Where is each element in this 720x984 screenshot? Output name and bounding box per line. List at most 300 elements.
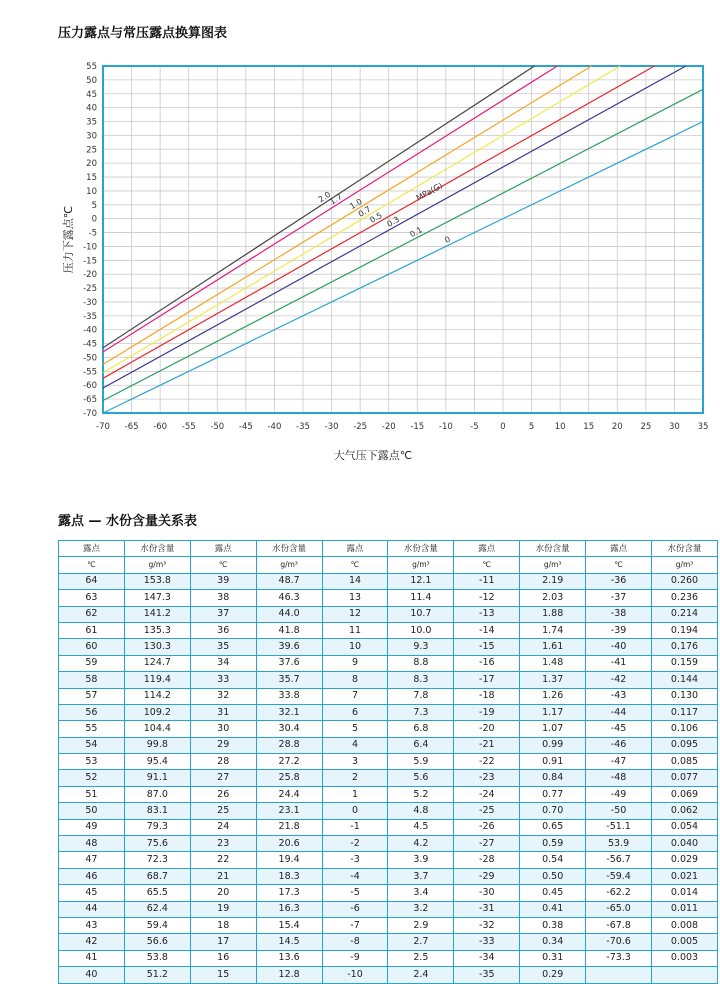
table-row [59, 622, 718, 638]
dew-point-conversion-chart [0, 50, 720, 470]
x-axis-label: 大气压下露点℃ [333, 449, 413, 462]
cell-moisture-content: 65.5 [124, 885, 190, 901]
unit-grams-per-cubic-meter: g/m³ [256, 557, 322, 573]
cell-moisture-content: 0.003 [652, 950, 718, 966]
cell-dew-point: 37 [190, 606, 256, 622]
cell-moisture-content: 0.029 [652, 852, 718, 868]
y-tick-label: -70 [83, 409, 97, 419]
cell-moisture-content: 5.2 [388, 786, 454, 802]
unit-celsius: ℃ [59, 557, 125, 573]
cell-moisture-content: 10.7 [388, 606, 454, 622]
cell-dew-point: 9 [322, 655, 388, 671]
cell-dew-point: 24 [190, 819, 256, 835]
cell-dew-point: -13 [454, 606, 520, 622]
cell-moisture-content: 83.1 [124, 803, 190, 819]
cell-dew-point: 58 [59, 672, 125, 688]
y-tick-label: 5 [91, 200, 97, 211]
cell-moisture-content: 20.6 [256, 836, 322, 852]
cell-dew-point: 36 [190, 622, 256, 638]
table-row [59, 655, 718, 671]
cell-dew-point: 18 [190, 917, 256, 933]
cell-dew-point: 20 [190, 885, 256, 901]
cell-moisture-content: 79.3 [124, 819, 190, 835]
cell-dew-point: 34 [190, 655, 256, 671]
x-tick-label: 20 [611, 422, 623, 432]
cell-dew-point: -20 [454, 721, 520, 737]
cell-dew-point: -16 [454, 655, 520, 671]
series-line-0-7 [103, 66, 620, 373]
y-axis-label: 压力下露点℃ [62, 205, 75, 274]
header-dew-point: 露点 [322, 541, 388, 557]
table-row [59, 688, 718, 704]
cell-moisture-content: 2.7 [388, 934, 454, 950]
cell-dew-point: 31 [190, 704, 256, 720]
series-line-0 [103, 122, 703, 413]
cell-dew-point: 13 [322, 590, 388, 606]
table-title: 露点 — 水份含量关系表 [58, 514, 198, 529]
cell-dew-point: -9 [322, 950, 388, 966]
cell-dew-point: -7 [322, 917, 388, 933]
cell-dew-point: 60 [59, 639, 125, 655]
cell-dew-point: 46 [59, 868, 125, 884]
table-row [59, 704, 718, 720]
cell-moisture-content: 6.4 [388, 737, 454, 753]
cell-dew-point: -18 [454, 688, 520, 704]
plot-frame [103, 66, 703, 413]
cell-dew-point: 53.9 [586, 836, 652, 852]
cell-dew-point: 23 [190, 836, 256, 852]
dew-point-moisture-table-wrap [58, 540, 718, 984]
cell-dew-point: 17 [190, 934, 256, 950]
cell-moisture-content: 0.99 [520, 737, 586, 753]
cell-moisture-content: 153.8 [124, 573, 190, 589]
x-tick-label: -5 [470, 422, 479, 432]
cell-moisture-content: 7.3 [388, 704, 454, 720]
cell-dew-point: 50 [59, 803, 125, 819]
cell-dew-point [586, 967, 652, 983]
cell-moisture-content: 35.7 [256, 672, 322, 688]
series-line-1-7 [103, 66, 557, 352]
cell-moisture-content: 0.144 [652, 672, 718, 688]
cell-dew-point: 33 [190, 672, 256, 688]
cell-moisture-content: 9.3 [388, 639, 454, 655]
cell-dew-point: -51.1 [586, 819, 652, 835]
table-row [59, 721, 718, 737]
table-row [59, 606, 718, 622]
table-row [59, 836, 718, 852]
cell-dew-point: 59 [59, 655, 125, 671]
cell-dew-point: -31 [454, 901, 520, 917]
cell-moisture-content: 12.8 [256, 967, 322, 983]
cell-moisture-content: 0.040 [652, 836, 718, 852]
cell-moisture-content: 2.5 [388, 950, 454, 966]
header-moisture-content: 水份含量 [388, 541, 454, 557]
cell-dew-point: -41 [586, 655, 652, 671]
cell-dew-point: 11 [322, 622, 388, 638]
series-label-0-3: 0.3 [385, 214, 401, 229]
cell-dew-point: 27 [190, 770, 256, 786]
cell-dew-point: 54 [59, 737, 125, 753]
chart-series-labels [317, 190, 452, 245]
y-tick-label: 45 [86, 89, 97, 100]
cell-dew-point: 29 [190, 737, 256, 753]
cell-dew-point: -17 [454, 672, 520, 688]
cell-dew-point: -34 [454, 950, 520, 966]
series-label-0: 0 [443, 234, 452, 245]
cell-moisture-content: 0.54 [520, 852, 586, 868]
cell-moisture-content: 4.2 [388, 836, 454, 852]
cell-dew-point: 62 [59, 606, 125, 622]
cell-moisture-content: 59.4 [124, 917, 190, 933]
cell-moisture-content: 30.4 [256, 721, 322, 737]
y-tick-label: 0 [91, 214, 97, 225]
cell-dew-point: -30 [454, 885, 520, 901]
cell-moisture-content: 32.1 [256, 704, 322, 720]
cell-dew-point: 4 [322, 737, 388, 753]
series-label-0-1: 0.1 [408, 225, 424, 240]
cell-dew-point: 22 [190, 852, 256, 868]
cell-moisture-content: 0.45 [520, 885, 586, 901]
cell-dew-point: -1 [322, 819, 388, 835]
cell-dew-point: 21 [190, 868, 256, 884]
cell-moisture-content: 8.8 [388, 655, 454, 671]
x-tick-label: 15 [583, 422, 595, 432]
y-tick-label: -10 [83, 242, 97, 253]
cell-moisture-content: 0.106 [652, 721, 718, 737]
cell-dew-point: -29 [454, 868, 520, 884]
cell-moisture-content: 0.117 [652, 704, 718, 720]
cell-moisture-content: 0.38 [520, 917, 586, 933]
cell-moisture-content: 0.130 [652, 688, 718, 704]
table-units-row [59, 557, 718, 573]
y-tick-label: -25 [83, 284, 97, 295]
y-tick-label: 10 [86, 186, 97, 197]
cell-dew-point: -2 [322, 836, 388, 852]
cell-moisture-content: 23.1 [256, 803, 322, 819]
cell-dew-point: -26 [454, 819, 520, 835]
cell-dew-point: -49 [586, 786, 652, 802]
cell-moisture-content: 0.077 [652, 770, 718, 786]
y-tick-label: -45 [83, 339, 97, 350]
cell-moisture-content: 0.054 [652, 819, 718, 835]
cell-moisture-content: 28.8 [256, 737, 322, 753]
cell-dew-point: 61 [59, 622, 125, 638]
x-tick-label: -60 [153, 422, 168, 432]
table-header-row [59, 541, 718, 557]
cell-moisture-content: 0.214 [652, 606, 718, 622]
cell-dew-point: -38 [586, 606, 652, 622]
cell-dew-point: -47 [586, 754, 652, 770]
cell-moisture-content: 95.4 [124, 754, 190, 770]
x-tick-label: -55 [181, 422, 196, 432]
x-tick-label: 10 [554, 422, 566, 432]
cell-dew-point: 44 [59, 901, 125, 917]
cell-moisture-content: 14.5 [256, 934, 322, 950]
cell-moisture-content: 0.29 [520, 967, 586, 983]
cell-moisture-content: 0.50 [520, 868, 586, 884]
cell-dew-point: -21 [454, 737, 520, 753]
cell-dew-point: 16 [190, 950, 256, 966]
cell-moisture-content: 91.1 [124, 770, 190, 786]
cell-dew-point: 12 [322, 606, 388, 622]
cell-dew-point: 25 [190, 803, 256, 819]
cell-moisture-content: 2.9 [388, 917, 454, 933]
cell-dew-point: 47 [59, 852, 125, 868]
cell-moisture-content: 53.8 [124, 950, 190, 966]
cell-moisture-content: 0.34 [520, 934, 586, 950]
cell-dew-point: -19 [454, 704, 520, 720]
header-moisture-content: 水份含量 [652, 541, 718, 557]
cell-dew-point: -12 [454, 590, 520, 606]
cell-moisture-content: 0.84 [520, 770, 586, 786]
cell-dew-point: 32 [190, 688, 256, 704]
y-tick-label: -5 [88, 228, 97, 239]
cell-dew-point: 48 [59, 836, 125, 852]
cell-dew-point: -39 [586, 622, 652, 638]
cell-dew-point: 51 [59, 786, 125, 802]
cell-moisture-content: 0.005 [652, 934, 718, 950]
table-row [59, 573, 718, 589]
unit-grams-per-cubic-meter: g/m³ [520, 557, 586, 573]
x-tick-label: -50 [210, 422, 225, 432]
cell-moisture-content: 27.2 [256, 754, 322, 770]
cell-moisture-content: 8.3 [388, 672, 454, 688]
chart-series [103, 66, 703, 413]
cell-dew-point: 57 [59, 688, 125, 704]
unit-celsius: ℃ [586, 557, 652, 573]
cell-moisture-content: 7.8 [388, 688, 454, 704]
series-label-0-7: 0.7 [356, 204, 373, 219]
y-tick-label: -15 [83, 256, 97, 267]
cell-moisture-content: 141.2 [124, 606, 190, 622]
header-dew-point: 露点 [454, 541, 520, 557]
table-row [59, 737, 718, 753]
cell-dew-point: 45 [59, 885, 125, 901]
cell-dew-point: -25 [454, 803, 520, 819]
header-moisture-content: 水份含量 [124, 541, 190, 557]
cell-dew-point: -5 [322, 885, 388, 901]
x-tick-label: 5 [528, 422, 535, 432]
cell-moisture-content: 3.7 [388, 868, 454, 884]
cell-moisture-content: 0.008 [652, 917, 718, 933]
cell-moisture-content: 2.03 [520, 590, 586, 606]
table-row [59, 967, 718, 983]
cell-moisture-content: 0.062 [652, 803, 718, 819]
cell-dew-point: 35 [190, 639, 256, 655]
cell-moisture-content: 12.1 [388, 573, 454, 589]
cell-moisture-content: 0.011 [652, 901, 718, 917]
table-row [59, 852, 718, 868]
cell-dew-point: 49 [59, 819, 125, 835]
cell-moisture-content: 0.77 [520, 786, 586, 802]
cell-moisture-content: 51.2 [124, 967, 190, 983]
cell-moisture-content: 0.194 [652, 622, 718, 638]
cell-moisture-content: 25.8 [256, 770, 322, 786]
cell-dew-point: 6 [322, 704, 388, 720]
cell-moisture-content: 130.3 [124, 639, 190, 655]
series-label-2-0: 2.0 [316, 189, 333, 205]
cell-dew-point: 63 [59, 590, 125, 606]
header-dew-point: 露点 [59, 541, 125, 557]
cell-moisture-content: 1.17 [520, 704, 586, 720]
cell-dew-point: -42 [586, 672, 652, 688]
cell-moisture-content: 124.7 [124, 655, 190, 671]
cell-dew-point: 43 [59, 917, 125, 933]
cell-dew-point: -43 [586, 688, 652, 704]
cell-dew-point: -24 [454, 786, 520, 802]
y-tick-label: 15 [86, 173, 97, 184]
series-label-1-7: 1.7 [328, 192, 344, 207]
cell-moisture-content: 41.8 [256, 622, 322, 638]
x-tick-label: 30 [669, 422, 680, 432]
chart-grid [103, 66, 703, 413]
cell-moisture-content: 0.31 [520, 950, 586, 966]
cell-moisture-content: 0.085 [652, 754, 718, 770]
unit-grams-per-cubic-meter: g/m³ [388, 557, 454, 573]
series-label-0-5: 0.5 [368, 210, 384, 225]
table-row [59, 639, 718, 655]
cell-moisture-content: 0.91 [520, 754, 586, 770]
cell-dew-point: 26 [190, 786, 256, 802]
cell-moisture-content: 0.014 [652, 885, 718, 901]
cell-moisture-content: 109.2 [124, 704, 190, 720]
cell-moisture-content: 5.6 [388, 770, 454, 786]
cell-moisture-content: 0.236 [652, 590, 718, 606]
cell-moisture-content: 1.74 [520, 622, 586, 638]
cell-dew-point: -8 [322, 934, 388, 950]
cell-moisture-content: 99.8 [124, 737, 190, 753]
table-row [59, 770, 718, 786]
cell-dew-point: -37 [586, 590, 652, 606]
cell-moisture-content: 0.021 [652, 868, 718, 884]
x-tick-label: -70 [96, 422, 110, 432]
cell-dew-point: -67.8 [586, 917, 652, 933]
x-tick-label: -20 [381, 422, 396, 432]
table-row [59, 754, 718, 770]
table-row [59, 917, 718, 933]
x-tick-label: -30 [324, 422, 339, 432]
unit-celsius: ℃ [190, 557, 256, 573]
cell-moisture-content: 1.61 [520, 639, 586, 655]
x-tick-label: -45 [238, 422, 253, 432]
y-tick-label: -55 [83, 367, 97, 378]
cell-moisture-content: 3.2 [388, 901, 454, 917]
y-tick-label: 20 [86, 159, 97, 170]
x-tick-label: -40 [267, 422, 282, 432]
cell-moisture-content: 33.8 [256, 688, 322, 704]
x-tick-label: 0 [500, 422, 506, 432]
y-tick-label: -50 [83, 353, 97, 364]
cell-dew-point: -46 [586, 737, 652, 753]
cell-moisture-content: 119.4 [124, 672, 190, 688]
cell-moisture-content: 56.6 [124, 934, 190, 950]
cell-moisture-content: 11.4 [388, 590, 454, 606]
series-line-0-5 [103, 66, 654, 378]
cell-moisture-content: 72.3 [124, 852, 190, 868]
cell-dew-point: -14 [454, 622, 520, 638]
cell-moisture-content: 18.3 [256, 868, 322, 884]
cell-dew-point: 42 [59, 934, 125, 950]
cell-moisture-content: 21.8 [256, 819, 322, 835]
unit-label: MPa(G) [414, 180, 445, 203]
cell-moisture-content: 1.26 [520, 688, 586, 704]
cell-moisture-content: 3.9 [388, 852, 454, 868]
cell-moisture-content: 17.3 [256, 885, 322, 901]
table-row [59, 590, 718, 606]
cell-dew-point: -50 [586, 803, 652, 819]
cell-dew-point: 56 [59, 704, 125, 720]
cell-moisture-content: 114.2 [124, 688, 190, 704]
series-line-0-3 [103, 66, 686, 388]
x-tick-label: -10 [438, 422, 453, 432]
cell-moisture-content: 37.6 [256, 655, 322, 671]
cell-moisture-content: 0.095 [652, 737, 718, 753]
cell-dew-point: -35 [454, 967, 520, 983]
cell-dew-point: 10 [322, 639, 388, 655]
cell-moisture-content: 44.0 [256, 606, 322, 622]
y-tick-label: 40 [86, 103, 97, 114]
cell-moisture-content: 104.4 [124, 721, 190, 737]
table-row [59, 672, 718, 688]
cell-dew-point: 52 [59, 770, 125, 786]
y-tick-label: 35 [86, 117, 97, 128]
cell-moisture-content: 87.0 [124, 786, 190, 802]
cell-dew-point: -73.3 [586, 950, 652, 966]
cell-dew-point: -56.7 [586, 852, 652, 868]
y-tick-label: -30 [83, 297, 97, 308]
x-tick-label: 25 [640, 422, 652, 432]
y-tick-label: 30 [86, 131, 97, 142]
cell-dew-point: -11 [454, 573, 520, 589]
cell-dew-point: -6 [322, 901, 388, 917]
cell-dew-point: 19 [190, 901, 256, 917]
x-tick-label: -25 [353, 422, 368, 432]
unit-grams-per-cubic-meter: g/m³ [652, 557, 718, 573]
header-moisture-content: 水份含量 [256, 541, 322, 557]
cell-dew-point: -23 [454, 770, 520, 786]
x-tick-label: -15 [410, 422, 425, 432]
cell-dew-point: 38 [190, 590, 256, 606]
table-body [59, 573, 718, 983]
cell-dew-point: 14 [322, 573, 388, 589]
cell-dew-point: -36 [586, 573, 652, 589]
cell-moisture-content: 1.48 [520, 655, 586, 671]
cell-dew-point: 40 [59, 967, 125, 983]
y-tick-label: -20 [83, 270, 97, 281]
cell-moisture-content: 46.3 [256, 590, 322, 606]
cell-moisture-content: 4.8 [388, 803, 454, 819]
cell-dew-point: -48 [586, 770, 652, 786]
cell-moisture-content: 1.37 [520, 672, 586, 688]
table-row [59, 786, 718, 802]
cell-dew-point: 1 [322, 786, 388, 802]
cell-dew-point: -65.0 [586, 901, 652, 917]
cell-moisture-content: 6.8 [388, 721, 454, 737]
series-line-1-0 [103, 66, 592, 364]
cell-dew-point: 15 [190, 967, 256, 983]
cell-moisture-content: 0.159 [652, 655, 718, 671]
cell-moisture-content: 1.07 [520, 721, 586, 737]
cell-moisture-content: 5.9 [388, 754, 454, 770]
header-moisture-content: 水份含量 [520, 541, 586, 557]
y-tick-label: 25 [86, 145, 97, 156]
x-tick-label: -65 [124, 422, 139, 432]
cell-moisture-content: 0.069 [652, 786, 718, 802]
cell-moisture-content: 13.6 [256, 950, 322, 966]
cell-moisture-content: 15.4 [256, 917, 322, 933]
cell-moisture-content: 39.6 [256, 639, 322, 655]
table-row [59, 934, 718, 950]
